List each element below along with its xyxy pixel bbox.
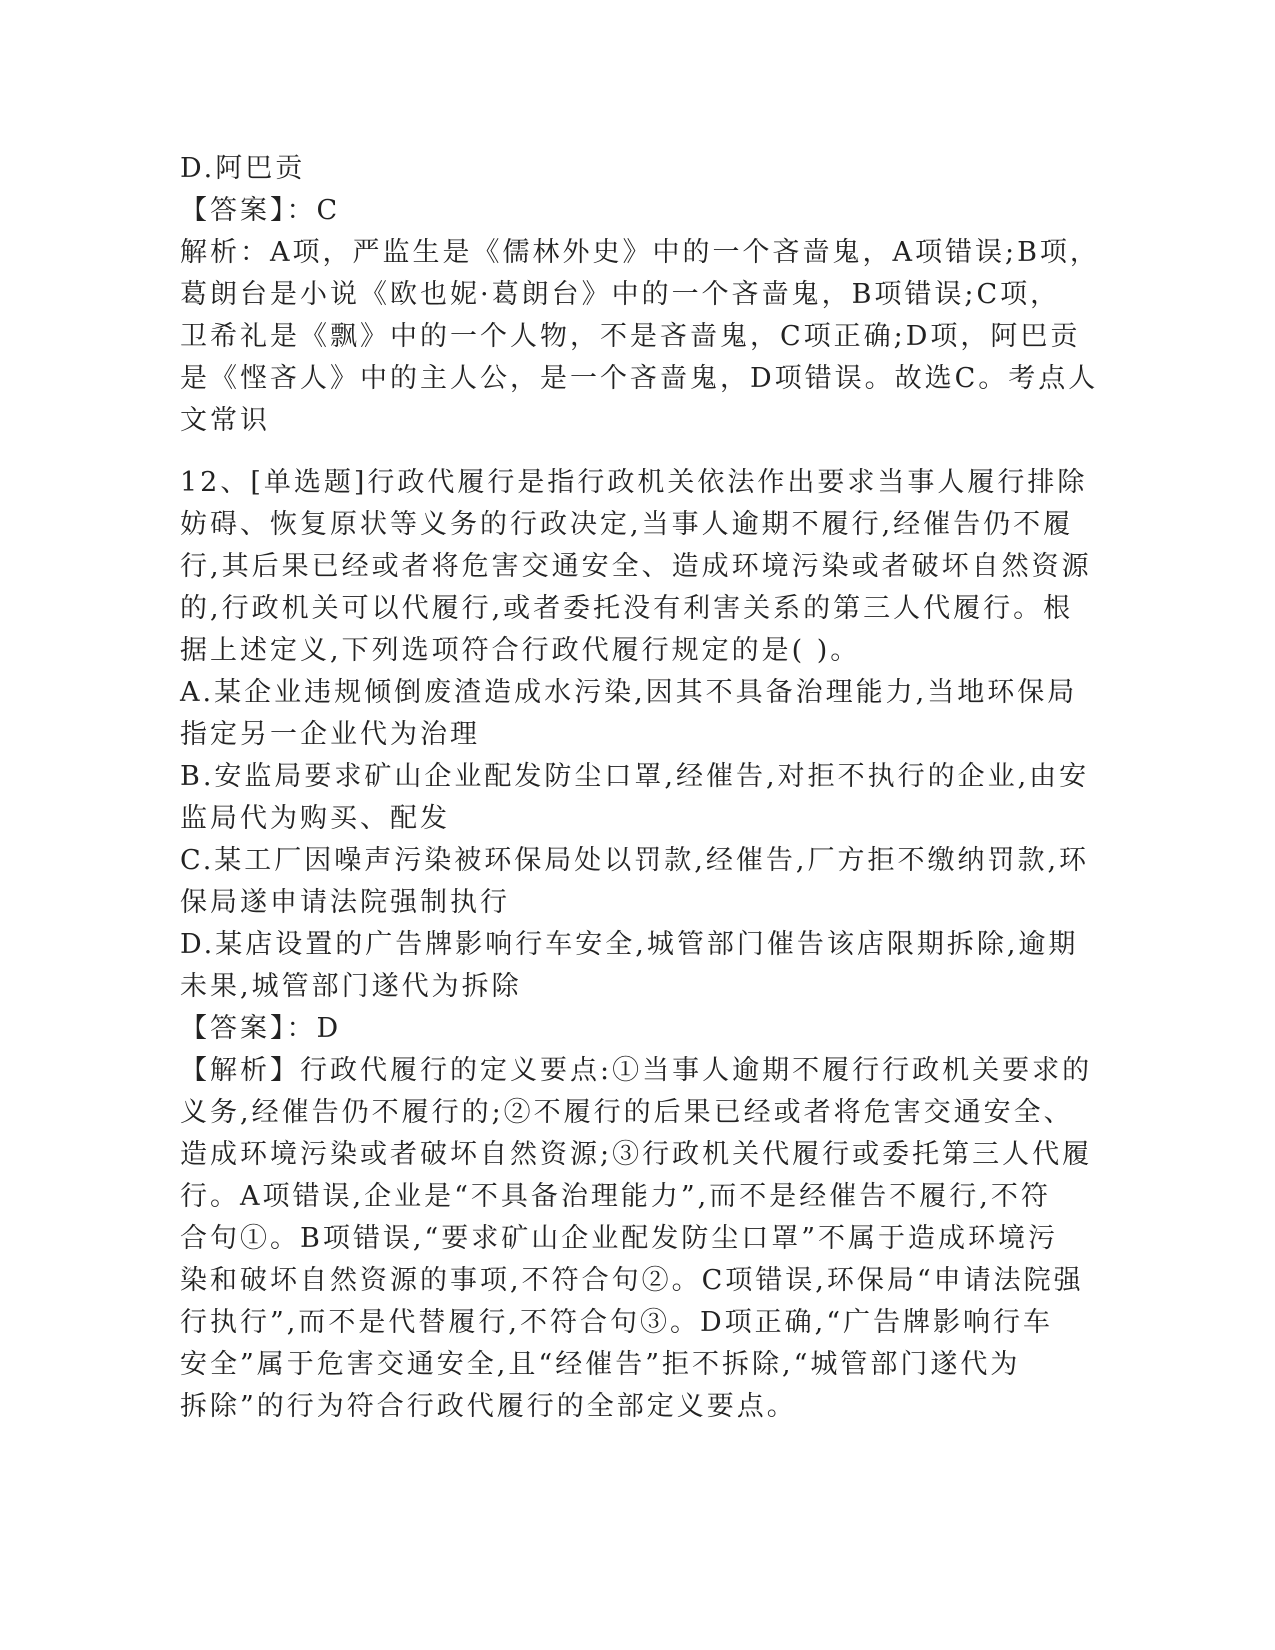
question-stem-line: 据上述定义,下列选项符合行政代履行规定的是( )。: [180, 635, 861, 666]
option-d-previous: D.阿巴贡: [180, 153, 306, 184]
analysis-line: 解析：A项，严监生是《儒林外史》中的一个吝啬鬼，A项错误;B项，: [180, 237, 1100, 268]
question-stem-line: 妨碍、恢复原状等义务的行政决定,当事人逾期不履行,经催告仍不履: [180, 509, 1074, 540]
analysis-line: 【解析】行政代履行的定义要点:①当事人逾期不履行行政机关要求的: [180, 1055, 1093, 1086]
option-d-line: 未果,城管部门遂代为拆除: [180, 971, 522, 1002]
analysis-line: 是《悭吝人》中的主人公，是一个吝啬鬼，D项错误。故选C。考点人: [180, 363, 1099, 394]
analysis-line: 葛朗台是小说《欧也妮·葛朗台》中的一个吝啬鬼，B项错误;C项，: [180, 279, 1061, 310]
analysis-line: 造成环境污染或者破坏自然资源;③行政机关代履行或委托第三人代履: [180, 1139, 1093, 1170]
analysis-line: 合句①。B项错误,“要求矿山企业配发防尘口罩”不属于造成环境污: [180, 1223, 1059, 1254]
option-a-line: 指定另一企业代为治理: [180, 719, 480, 750]
option-a-line: A.某企业违规倾倒废渣造成水污染,因其不具备治理能力,当地环保局: [180, 677, 1078, 708]
option-b-line: B.安监局要求矿山企业配发防尘口罩,经催告,对拒不执行的企业,由安: [180, 761, 1090, 792]
question-stem-line: 12、[单选题]行政代履行是指行政机关依法作出要求当事人履行排除: [180, 467, 1088, 498]
question-spacer: [180, 442, 1060, 462]
answer-previous: 【答案】：C: [180, 195, 341, 226]
option-b-line: 监局代为购买、配发: [180, 803, 450, 834]
analysis-line: 拆除”的行为符合行政代履行的全部定义要点。: [180, 1391, 797, 1422]
question-stem-line: 行,其后果已经或者将危害交通安全、造成环境污染或者破坏自然资源: [180, 551, 1092, 582]
answer-line: 【答案】：D: [180, 1013, 342, 1044]
analysis-line: 义务,经催告仍不履行的;②不履行的后果已经或者将危害交通安全、: [180, 1097, 1074, 1128]
analysis-line: 染和破坏自然资源的事项,不符合句②。C项错误,环保局“申请法院强: [180, 1265, 1084, 1296]
option-d-line: D.某店设置的广告牌影响行车安全,城管部门催告该店限期拆除,逾期: [180, 929, 1079, 960]
option-c-line: 保局遂申请法院强制执行: [180, 887, 510, 918]
analysis-line: 安全”属于危害交通安全,且“经催告”拒不拆除,“城管部门遂代为: [180, 1349, 1021, 1380]
question-12: [180, 462, 1093, 1428]
previous-question-tail: [180, 148, 1100, 442]
analysis-line: 行执行”,而不是代替履行,不符合句③。D项正确,“广告牌影响行车: [180, 1307, 1054, 1338]
document-page: [180, 148, 1100, 1428]
question-stem-line: 的,行政机关可以代履行,或者委托没有利害关系的第三人代履行。根: [180, 593, 1074, 624]
analysis-line: 卫希礼是《飘》中的一个人物，不是吝啬鬼，C项正确;D项，阿巴贡: [180, 321, 1081, 352]
analysis-line: 行。A项错误,企业是“不具备治理能力”,而不是经催告不履行,不符: [180, 1181, 1051, 1212]
option-c-line: C.某工厂因噪声污染被环保局处以罚款,经催告,厂方拒不缴纳罚款,环: [180, 845, 1090, 876]
analysis-line: 文常识: [180, 405, 270, 436]
